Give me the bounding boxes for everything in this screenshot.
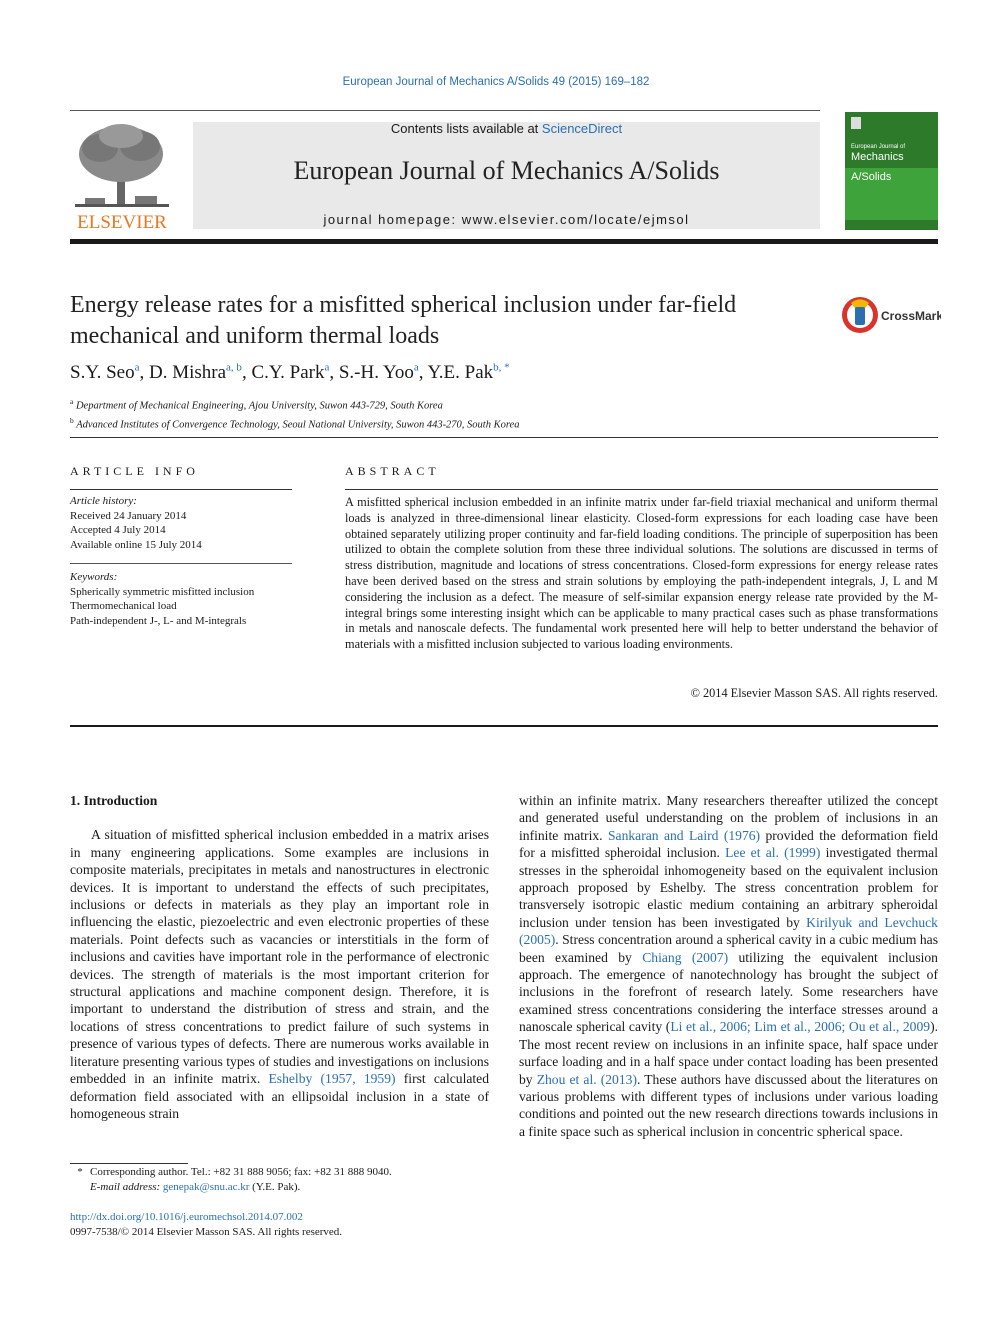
paragraph-text: first calculated deformation field associated with an ellipsoidal inclusion in a state of homogeneous strain — [70, 1071, 489, 1121]
citation-link[interactable]: Li et al., 2006; Lim et al., 2006; Ou et al., 2009 — [670, 1019, 931, 1035]
affiliation-item — [70, 414, 870, 433]
journal-cover-art — [845, 112, 938, 230]
body-paragraph — [70, 826, 489, 1122]
email-link[interactable]: genepak@snu.ac.kr — [162, 1181, 250, 1193]
publisher-wordmark: ELSEVIER — [77, 212, 167, 230]
affiliation-label: b — [70, 415, 74, 425]
affiliation-marker[interactable]: b, * — [493, 361, 510, 374]
history-label: Article history: — [70, 495, 137, 507]
affiliation-text: Advanced Institutes of Convergence Technology, Seoul National University, Suwon 443-270, South Korea — [76, 419, 520, 430]
homepage-prefix: journal homepage: — [323, 212, 462, 227]
footnote-line — [70, 1165, 500, 1180]
author-name: Y.E. Pak — [427, 362, 494, 383]
sciencedirect-link[interactable]: ScienceDirect — [541, 121, 623, 136]
author-name: S.-H. Yoo — [338, 362, 414, 383]
citation-link[interactable]: Chiang (2007) — [642, 949, 729, 965]
affiliation-marker[interactable]: a — [324, 361, 330, 374]
history-item: Accepted 4 July 2014 — [70, 524, 166, 536]
body-column-right — [519, 792, 938, 1140]
citation-link[interactable]: Kirilyuk and Levchuck (2005) — [519, 914, 938, 948]
crossmark-icon — [841, 295, 941, 335]
affiliation-marker[interactable]: a — [134, 361, 140, 374]
tree-icon — [70, 118, 174, 230]
paragraph-text: . These authors have discussed about the literatures on various problems with different types of inclusions under various loading conditions and pointed out the new research directions towards inclusions in a finite space such as spherical inclusion in concentric spherical space. — [519, 1071, 938, 1139]
contents-line — [193, 121, 820, 136]
citation-link[interactable]: Lee et al. (1999) — [725, 845, 821, 861]
paper-title: Energy release rates for a misfitted spherical inclusion under far-field mechanical and uniform thermal loads — [70, 292, 737, 349]
divider — [70, 563, 292, 564]
section-heading: 1. Introduction — [70, 793, 158, 808]
journal-name: European Journal of Mechanics A/Solids — [293, 156, 720, 185]
divider — [70, 110, 820, 111]
history-item: Received 24 January 2014 — [70, 509, 187, 522]
paragraph-text: ). The most recent review on inclusions in an infinite space, half space under surface loading and in a half space under contact loading has been presented by — [519, 1019, 939, 1087]
author-list: S.Y. Seo$^a$, D. Mishra$^{a, b}$, C.Y. Park$^a$, S.-H. Yoo$^a$, Y.E. Pak$^{b, *}$ — [70, 361, 510, 383]
affiliation-text: Department of Mechanical Engineering, Ajou University, Suwon 443-729, South Korea — [75, 400, 443, 412]
footnote — [70, 1165, 500, 1195]
keyword-item: Path-independent J-, L- and M-integrals — [70, 614, 247, 627]
email-label: E-mail address: — [90, 1181, 163, 1193]
cover-line3: A/Solids — [851, 171, 892, 183]
keywords-label: Keywords: — [70, 571, 118, 583]
issn-line: 0997-7538/© 2014 Elsevier Masson SAS. All rights reserved. — [70, 1226, 343, 1238]
citation-link[interactable]: Zhou et al. (2013) — [536, 1071, 637, 1087]
keyword-item: Thermomechanical load — [70, 600, 177, 612]
affiliations — [70, 395, 870, 432]
paragraph-text: . Stress concentration around a spherical cavity in a cubic medium has been examined by — [519, 932, 938, 965]
header-divider — [70, 239, 938, 244]
divider — [345, 489, 938, 490]
doi-link[interactable]: http://dx.doi.org/10.1016/j.euromechsol.2014.07.002 — [70, 1211, 303, 1223]
homepage-link[interactable]: www.elsevier.com/locate/ejmsol — [461, 212, 690, 227]
footnote-text: Corresponding author. Tel.: +82 31 888 9056; fax: +82 31 888 9040. — [90, 1166, 392, 1178]
abstract-copyright: © 2014 Elsevier Masson SAS. All rights reserved. — [690, 686, 938, 700]
affiliation-label: a — [70, 397, 74, 406]
paragraph-text: A situation of misfitted spherical inclusion embedded in a matrix arises in many engineering applications. Some examples are inclusions in composite materials, precipitates in metals and nanostructures in electronic devices. It is important to understand the effects of such precipitates, inclusions or defects in materials as they play an important role in influencing the elastic, piezoelectric and even electronic properties of these materials. Point defects such as vacancies or interstitials in the form of inclusions and cavities have important role in the performance of electronic devices. The strength of materials is the most important criterion for structural applications and machine component design. Therefore, it is important to understand the distribution of stress and strain, and the locations of stress concentrations to predict failure of such systems in presence of various types of defects. There are numerous works available in literature presenting various types of studies and investigations on inclusions embedded in an infinite matrix. — [70, 827, 489, 1087]
homepage-line — [193, 212, 820, 227]
cover-line2: Mechanics — [851, 151, 904, 163]
author-name: C.Y. Park — [251, 362, 325, 383]
article-history — [70, 494, 292, 552]
journal-citation[interactable]: European Journal of Mechanics A/Solids 49 (2015) 169–182 — [342, 76, 650, 88]
abstract-text: A misfitted spherical inclusion embedded in an infinite matrix under far-field triaxial mechanical and uniform thermal loads is analyzed in three-dimensional linear elasticity. Closed-form expressions for each loading case have been obtained separately utilizing proper continuity and far-field loading conditions. The principle of superposition has been utilized to obtain the complete solution from these three individual solutions. The solutions are discussed in terms of stress distribution, magnitude and locations of stress concentrations. Closed-form expressions for energy release rates have been derived based on the stress and strain solutions by employing the path-independent integrals, J, L and M considering the inclusion as a defect. The measure of self-similar expansion energy release rate provided by the M-integral brings some interesting insight which can be applicable to many practical cases such as phase transformations in metals and nanoscale defects. The fundamental work presented here will help to better understand the behavior of materials with a misfitted inclusion subjected to various loading environments. — [345, 495, 938, 652]
author-name: S.Y. Seo — [70, 362, 135, 383]
citation-link[interactable]: Sankaran and Laird (1976) — [607, 827, 761, 843]
paragraph-text: investigated thermal stresses in the spheroidal inhomogeneity based on the equivalent inclusion approach proposed by Eshelby. The stress concentration problem for transversely isotropic elastic medium containing an arbitrary spheroidal inclusion under tension has been investigated by — [519, 845, 938, 930]
divider — [70, 437, 938, 438]
contents-prefix: Contents lists available at — [390, 121, 542, 136]
affiliation-marker[interactable]: a — [413, 361, 419, 374]
paragraph-text: provided the deformation field for a misfitted spheroidal inclusion. — [519, 827, 938, 861]
body-column-left — [70, 792, 489, 1122]
paragraph-text: utilizing the equivalent inclusion approach. The emergence of nanotechnology has brought the subject of inclusions in the forefront of research lately. Some researchers have examined stress concentrations considering the interface stresses around a nanoscale spherical cavity ( — [519, 949, 938, 1035]
keywords — [70, 570, 292, 628]
footnote-divider — [70, 1163, 188, 1164]
elsevier-logo — [70, 118, 174, 230]
keyword-item: Spherically symmetric misfitted inclusion — [70, 585, 255, 598]
journal-cover[interactable] — [845, 112, 938, 230]
email-suffix: (Y.E. Pak). — [249, 1181, 301, 1193]
affiliation-marker[interactable]: a, b — [226, 361, 242, 374]
history-item: Available online 15 July 2014 — [70, 538, 202, 551]
crossmark-badge[interactable] — [841, 295, 941, 335]
body-paragraph — [519, 792, 938, 1140]
crossmark-label: CrossMark — [881, 309, 941, 323]
footnote-marker: * — [77, 1166, 83, 1178]
affiliation-item — [70, 395, 870, 414]
article-info-heading: ARTICLE INFO — [70, 464, 199, 478]
citation-link[interactable]: Eshelby (1957, 1959) — [268, 1071, 396, 1087]
footnote-email-line — [70, 1180, 500, 1195]
divider — [70, 725, 938, 727]
abstract-heading: ABSTRACT — [345, 464, 440, 478]
divider — [70, 489, 292, 490]
paragraph-text: within an infinite matrix. Many researchers thereafter utilized the concept and generated useful understanding on the problem of inclusions in an infinite matrix. — [519, 793, 938, 843]
author-name: D. Mishra — [148, 362, 227, 383]
cover-line1: European Journal of — [851, 144, 906, 150]
